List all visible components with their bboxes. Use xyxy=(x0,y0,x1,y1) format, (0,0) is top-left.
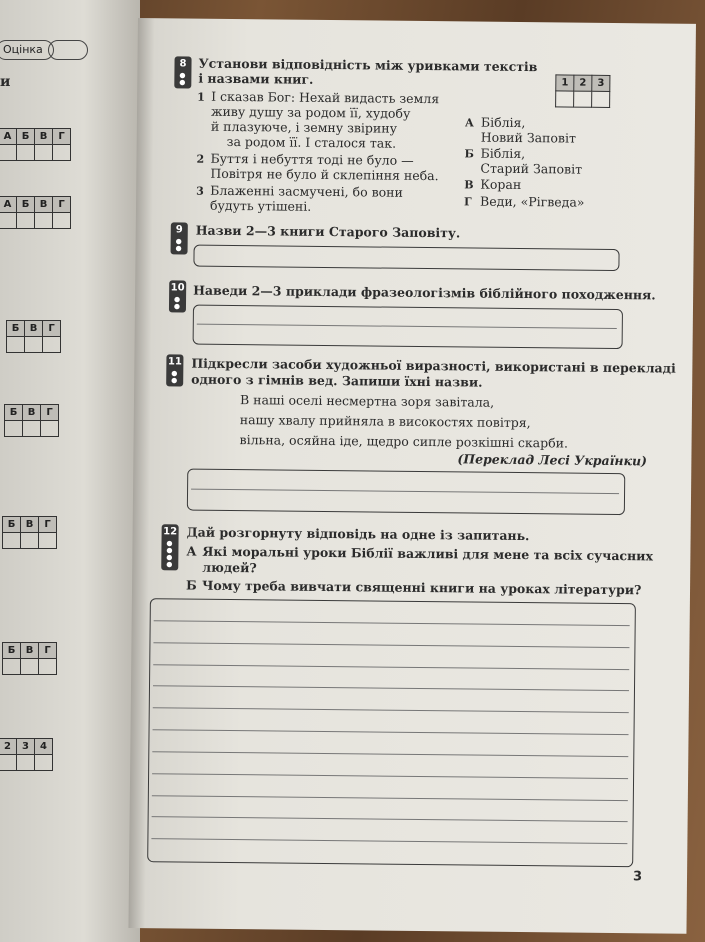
task8-badge: 8 ● ● xyxy=(174,56,191,88)
answer-grid-left-2[interactable]: А Б В Г xyxy=(0,196,71,229)
task12-badge: 12 ● ● ● ● xyxy=(161,524,178,570)
task8-answer-grid[interactable]: 1 2 3 xyxy=(555,74,610,108)
grade-label: Оцінка xyxy=(0,40,54,60)
task8-prompt-line2: і назвами книг. xyxy=(198,70,314,87)
answer-grid-left-6[interactable]: Б В Г xyxy=(2,642,57,675)
task9-prompt: Назви 2—3 книги Старого Заповіту. xyxy=(195,222,461,241)
task12-question-a-line1: Які моральні уроки Біблії важливі для мене та всіх сучасних xyxy=(202,543,654,564)
task8-option-b-line1: Біблія, xyxy=(480,145,526,162)
task8-item2-line2: Повітря не було й склепіння неба. xyxy=(210,165,439,184)
task10-prompt: Наведи 2—3 приклади фразеологізмів біблійного походження. xyxy=(193,282,656,303)
right-page xyxy=(128,18,695,934)
task8-option-a-line2: Новий Заповіт xyxy=(480,129,577,146)
task8-item1-line2: живу душу за родом її, худобу xyxy=(210,103,411,121)
fragment-letter: и xyxy=(0,74,11,90)
task8-item2-line1: Буття і небуття тоді не було — xyxy=(210,150,414,168)
answer-grid-left-4[interactable]: Б В Г xyxy=(4,404,59,437)
task11-poem-line3: вільна, осяйна іде, щедро сипле розкішні скарби. xyxy=(239,432,569,451)
task8-item1-line3: й плазуюче, і земну звірину xyxy=(210,118,398,136)
task8-option-v-letter: В xyxy=(464,178,474,192)
answer-grid-left-5[interactable]: Б В Г xyxy=(2,516,57,549)
task8-prompt-line1: Установи відповідність між уривками текстів xyxy=(198,55,538,75)
answer-grid-left-7[interactable]: 2 3 4 xyxy=(0,738,53,771)
task8-item1-line1: І сказав Бог: Нехай видасть земля xyxy=(211,88,440,107)
left-page xyxy=(0,0,140,942)
task11-poem-line1: В наші оселі несмертна зоря завітала, xyxy=(239,392,495,410)
task11-prompt-line1: Підкресли засоби художньої виразності, використані в перекладі xyxy=(191,355,676,376)
task8-item3-line2: будуть утішені. xyxy=(209,197,312,214)
task8-option-g-line1: Веди, «Рігведа» xyxy=(480,193,585,210)
task11-badge: 11 ● ● xyxy=(166,354,183,386)
task8-item3-num: 3 xyxy=(196,184,204,198)
task11-prompt-line2: одного з гімнів вед. Запиши їхні назви. xyxy=(191,371,483,390)
grade-field[interactable] xyxy=(48,40,88,60)
task11-poem-line2: нашу хвалу прийняла в високостях повітря, xyxy=(239,412,531,431)
task8-option-g-letter: Г xyxy=(464,195,472,209)
task8-item1-line4: за родом її. І сталося так. xyxy=(226,133,397,151)
task8-option-v-line1: Коран xyxy=(480,176,522,193)
answer-grid-left-3[interactable]: Б В Г xyxy=(6,320,61,353)
task12-question-b: Чому треба вивчати священні книги на уроках літератури? xyxy=(201,577,642,598)
task10-badge: 10 ● ● xyxy=(169,280,186,312)
answer-grid-left-1[interactable]: А Б В Г xyxy=(0,128,71,161)
task8-item2-num: 2 xyxy=(196,152,205,166)
page-number: 3 xyxy=(632,869,643,885)
task8-option-b-line2: Старий Заповіт xyxy=(480,160,583,177)
task8-item3-line1: Блаженні засмучені, бо вони xyxy=(210,182,403,200)
task8-option-a-letter: А xyxy=(464,116,474,130)
task12-question-a-letter: А xyxy=(186,543,197,559)
task8-option-a-line1: Біблія, xyxy=(480,114,526,131)
task11-attribution: (Переклад Лесі Українки) xyxy=(457,451,648,469)
task8-option-b-letter: Б xyxy=(464,147,475,161)
task8-item1-num: 1 xyxy=(197,90,205,104)
task9-answer-field[interactable] xyxy=(193,245,619,271)
task12-question-a-line2: людей? xyxy=(202,559,257,576)
task12-question-b-letter: Б xyxy=(185,577,197,593)
task9-badge: 9 ● ● xyxy=(171,222,188,254)
task12-prompt: Дай розгорнуту відповідь на одне із запитань. xyxy=(186,524,530,544)
